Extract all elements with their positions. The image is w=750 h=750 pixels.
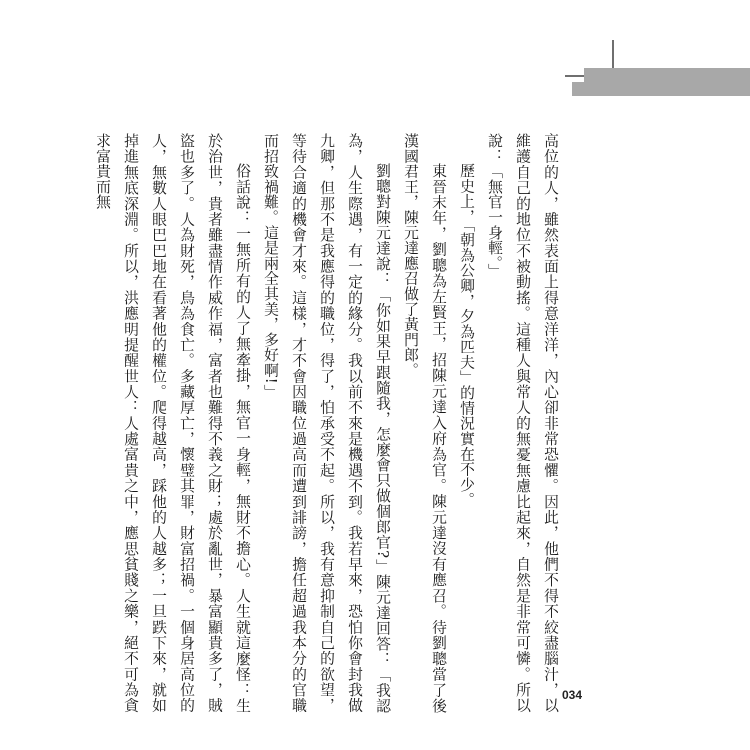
decorative-gray-bar (584, 68, 750, 96)
body-text (94, 133, 564, 713)
paragraph-4: 劉聰對陳元達說：「你如果早跟隨我，怎麼會只做個郎官?」陳元達回答：「我認為，人生際遇，有一定的緣分。我以前不來是機遇不到。我若早來，恐怕你會封我做九卿，但那不是我應得的職位，得了，怕承受不起。所以，我有意抑制自己的欲望，等待合適的機會才來。這樣，才不會因職位過高而遭到誹謗，擔任超過我本分的官職而招致禍難。這是兩全其美，多好啊!」 (262, 133, 391, 713)
paragraph-2: 歷史上，「朝為公卿，夕為匹夫」的情況實在不少。 (458, 162, 475, 508)
page-number: 034 (562, 688, 583, 702)
paragraph-5: 俗話說：一無所有的人了無牽掛，無官一身輕，無財不擔心。人生就這麼怪：生於治世，貴者雖盡情作威作福，富者也難得不義之財；處於亂世，暴富顯貴多了，賊盜也多了。人為財死，鳥為食亡。多藏厚亡，懷璧其罪，財富招禍。一個身居高位的人，無數人眼巴巴地在看著他的權位。爬得越高，踩他的人越多；一旦跌下來，就如掉進無底深淵。所以，洪應明提醒世人：人處富貴之中，應思貧賤之樂，絕不可為貪求富貴而無 (94, 133, 251, 713)
decorative-gray-square (572, 82, 586, 96)
paragraph-3: 東晉末年，劉聰為左賢王，招陳元達入府為官。陳元達沒有應召。待劉聰當了後漢國君王，陳元達應召做了黃門郎。 (402, 133, 447, 713)
paragraph-1: 高位的人，雖然表面上得意洋洋，內心卻非常恐懼。因此，他們不得不絞盡腦汁，以維護自己的地位不被動搖。這種人與常人的無憂無慮比起來，自然是非常可憐。所以說：「無官一身輕。」 (486, 133, 559, 713)
